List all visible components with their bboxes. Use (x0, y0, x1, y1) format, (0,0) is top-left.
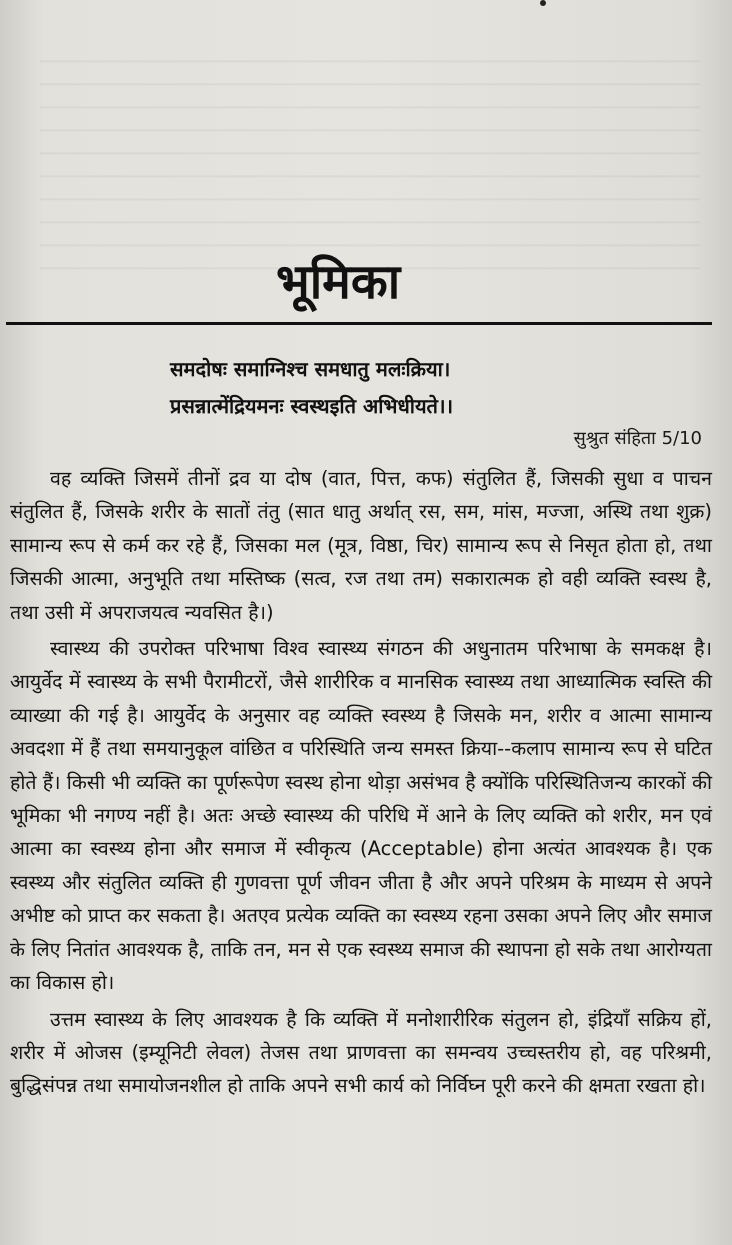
chapter-title: भूमिका (276, 254, 401, 310)
body-text (10, 462, 712, 1106)
paragraph-2: स्वास्थ्य की उपरोक्त परिभाषा विश्व स्वास्थ्य संगठन की अधुनातम परिभाषा के समकक्ष है। आयुर्वेद में स्वास्थ्य के सभी पैरामीटरों, जैसे शारीरिक व मानसिक स्वास्थ्य तथा आध्यात्मिक स्वस्ति की व्याख्या की गई है। आयुर्वेद के अनुसार वह व्यक्ति स्वस्थ्य है जिसके मन, शरीर व आत्मा सामान्य अवदशा में हैं तथा समयानुकूल वांछित व परिस्थिति जन्य समस्त क्रिया--कलाप सामान्य रूप से घटित होते हैं। किसी भी व्यक्ति का पूर्णरूपेण स्वस्थ होना थोड़ा असंभव है क्योंकि परिस्थितिजन्य कारकों की भूमिका भी नगण्य नहीं है। अतः अच्छे स्वास्थ्य की परिधि में आने के लिए व्यक्ति को शरीर, मन एवं आत्मा का स्वस्थ्य होना और समाज में स्वीकृत्य (Acceptable) होना अत्यंत आवश्यक है। एक स्वस्थ्य और संतुलित व्यक्ति ही गुणवत्ता पूर्ण जीवन जीता है और अपने परिश्रम के माध्यम से अपने अभीष्ट को प्राप्त कर सकता है। अतएव प्रत्येक व्यक्ति का स्वस्थ्य रहना उसका अपने लिए और समाज के लिए नितांत आवश्यक है, ताकि तन, मन से एक स्वस्थ्य समाज की स्थापना हो सके तथा आरोग्यता का विकास हो। (10, 637, 712, 995)
paragraph-3: उत्तम स्वास्थ्य के लिए आवश्यक है कि व्यक्ति में मनोशारीरिक संतुलन हो, इंद्रियाँ सक्रिय हों, शरीर में ओजस (इम्यूनिटी लेवल) तेजस तथा प्राणवत्ता का समन्वय उच्चस्तरीय हो, वह परिश्रमी, बुद्धिसंपन्न तथा समायोजनशील हो ताकि अपने सभी कार्य को निर्विघ्न पूरी करने की क्षमता रखता हो। (10, 1007, 712, 1098)
verse-line-2: प्रसन्नात्मेंद्रियमनः स्वस्थइति अभिधीयते।। (170, 394, 454, 418)
title-underline (6, 322, 712, 325)
verse-line-1: समदोषः समाग्निश्च समधातु मलःक्रिया। (170, 357, 451, 381)
paragraph-1: वह व्यक्ति जिसमें तीनों द्रव या दोष (वात, पित्त, कफ) संतुलित हैं, जिसकी सुधा व पाचन संतुलित हैं, जिसके शरीर के सातों तंतु (सात धातु अर्थात् रस, सम, मांस, मज्जा, अस्थि तथा शुक्र) सामान्य रूप से कर्म कर रहे हैं, जिसका मल (मूत्र, विष्ठा, चिर) सामान्य रूप से निसृत होता हो, तथा जिसकी आत्मा, अनुभूति तथा मस्तिष्क (सत्व, रज तथा तम) सकारात्मक हो वही व्यक्ति स्वस्थ है, तथा उसी में अपराजयत्व न्यवसित है।) (10, 467, 712, 624)
ink-dot (540, 0, 546, 6)
verse-source: सुश्रुत संहिता 5/10 (573, 428, 702, 449)
